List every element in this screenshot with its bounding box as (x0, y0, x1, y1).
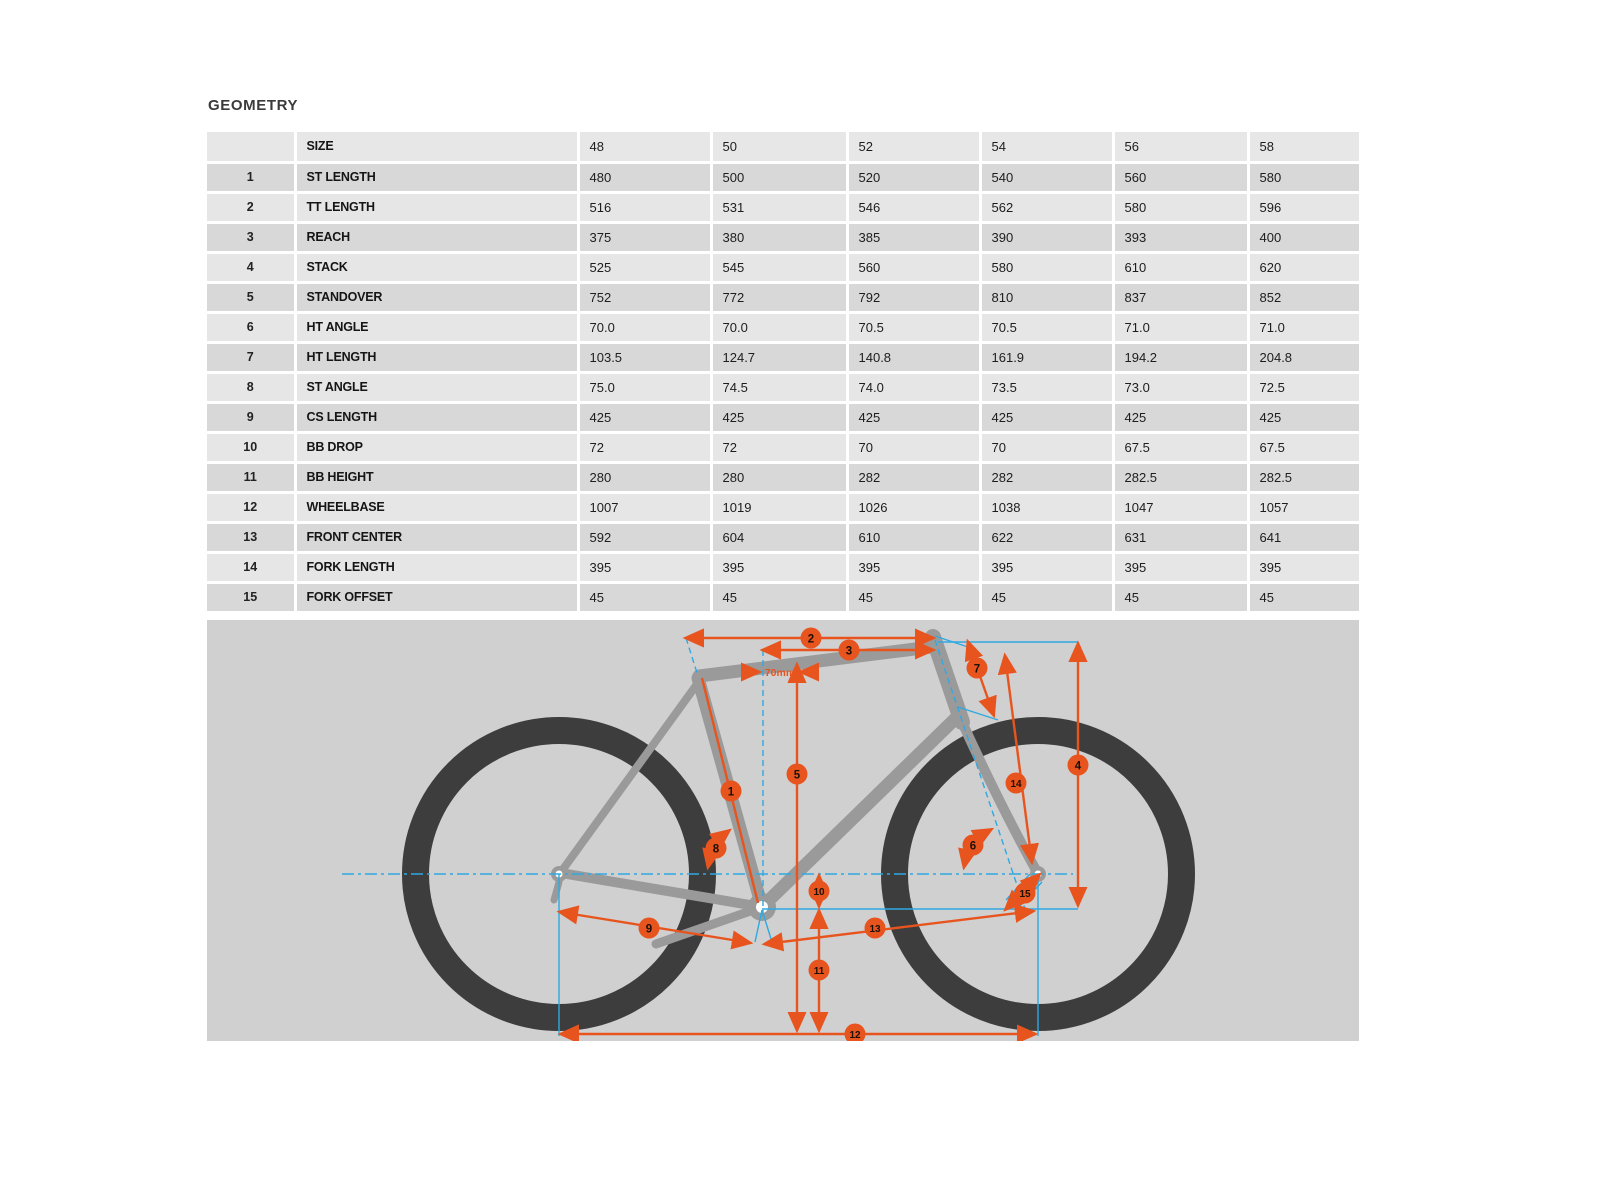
dim-marker-15 (1015, 882, 1036, 903)
table-row (207, 552, 1359, 582)
cell: 67.5 (1113, 432, 1248, 462)
row-label: CS LENGTH (295, 402, 578, 432)
cell: 45 (847, 582, 980, 612)
row-number: 10 (207, 432, 295, 462)
row-number: 4 (207, 252, 295, 282)
dim-marker-14 (1006, 772, 1027, 793)
cell: 282.5 (1113, 462, 1248, 492)
cell: 425 (1113, 402, 1248, 432)
cell: 500 (711, 162, 847, 192)
cell: 70.5 (847, 312, 980, 342)
cell: 380 (711, 222, 847, 252)
table-row (207, 522, 1359, 552)
cell: 546 (847, 192, 980, 222)
row-number: 11 (207, 462, 295, 492)
row-label: REACH (295, 222, 578, 252)
cell: 792 (847, 282, 980, 312)
cell: 103.5 (578, 342, 711, 372)
dim-marker-3 (839, 639, 860, 660)
cell: 395 (578, 552, 711, 582)
cell: 395 (711, 552, 847, 582)
cell: 580 (980, 252, 1113, 282)
row-label: FORK OFFSET (295, 582, 578, 612)
cell: 425 (980, 402, 1113, 432)
table-row (207, 462, 1359, 492)
dim-marker-13 (865, 917, 886, 938)
table-row (207, 342, 1359, 372)
cell: 385 (847, 222, 980, 252)
cell: 280 (711, 462, 847, 492)
table-row (207, 252, 1359, 282)
svg-text:4: 4 (1074, 760, 1082, 772)
cell: 73.5 (980, 372, 1113, 402)
cell: 425 (578, 402, 711, 432)
row-label: TT LENGTH (295, 192, 578, 222)
svg-text:13: 13 (869, 923, 881, 935)
cell: 395 (1113, 552, 1248, 582)
bike-frame (551, 637, 1046, 944)
header-size-cell: 54 (980, 132, 1113, 162)
cell: 45 (980, 582, 1113, 612)
geometry-section (207, 97, 1359, 1041)
cell: 161.9 (980, 342, 1113, 372)
cell: 282 (847, 462, 980, 492)
cell: 375 (578, 222, 711, 252)
cell: 562 (980, 192, 1113, 222)
cell: 531 (711, 192, 847, 222)
dim-marker-10 (809, 880, 830, 901)
cell: 390 (980, 222, 1113, 252)
geometry-table (207, 132, 1359, 614)
cell: 852 (1248, 282, 1359, 312)
cell: 70.0 (578, 312, 711, 342)
dim-marker-1 (721, 780, 742, 801)
cell: 1047 (1113, 492, 1248, 522)
svg-text:10: 10 (813, 886, 825, 898)
cell: 75.0 (578, 372, 711, 402)
cell: 72 (578, 432, 711, 462)
dim-marker-11 (809, 959, 830, 980)
cell: 580 (1248, 162, 1359, 192)
table-row (207, 492, 1359, 522)
row-label: HT ANGLE (295, 312, 578, 342)
cell: 45 (1248, 582, 1359, 612)
cell: 395 (1248, 552, 1359, 582)
geometry-diagram (207, 620, 1359, 1041)
header-size-cell: 50 (711, 132, 847, 162)
svg-text:3: 3 (845, 645, 853, 657)
row-number: 5 (207, 282, 295, 312)
cell: 622 (980, 522, 1113, 552)
cell: 560 (1113, 162, 1248, 192)
header-size-cell: 52 (847, 132, 980, 162)
header-size-cell: 58 (1248, 132, 1359, 162)
cell: 70.0 (711, 312, 847, 342)
row-label: BB DROP (295, 432, 578, 462)
cell: 74.0 (847, 372, 980, 402)
row-label: WHEELBASE (295, 492, 578, 522)
dim-marker-5 (787, 763, 808, 784)
row-label: ST LENGTH (295, 162, 578, 192)
cell: 545 (711, 252, 847, 282)
cell: 400 (1248, 222, 1359, 252)
row-number: 7 (207, 342, 295, 372)
cell: 631 (1113, 522, 1248, 552)
cell: 1057 (1248, 492, 1359, 522)
cell: 73.0 (1113, 372, 1248, 402)
cell: 72 (711, 432, 847, 462)
table-row (207, 222, 1359, 252)
row-label: ST ANGLE (295, 372, 578, 402)
row-number: 13 (207, 522, 295, 552)
cell: 525 (578, 252, 711, 282)
cell: 580 (1113, 192, 1248, 222)
dim-marker-6 (963, 834, 984, 855)
cell: 282 (980, 462, 1113, 492)
cell: 70 (980, 432, 1113, 462)
cell: 194.2 (1113, 342, 1248, 372)
table-row (207, 582, 1359, 612)
page-title: GEOMETRY (208, 97, 299, 114)
cell: 280 (578, 462, 711, 492)
cell: 1038 (980, 492, 1113, 522)
cell: 395 (847, 552, 980, 582)
svg-text:11: 11 (813, 965, 825, 977)
cell: 540 (980, 162, 1113, 192)
cell: 425 (711, 402, 847, 432)
cell: 71.0 (1248, 312, 1359, 342)
row-number: 9 (207, 402, 295, 432)
cell: 480 (578, 162, 711, 192)
row-number: 14 (207, 552, 295, 582)
table-header-row (207, 132, 1359, 162)
svg-text:1: 1 (727, 786, 735, 798)
cell: 45 (711, 582, 847, 612)
cell: 772 (711, 282, 847, 312)
table-row (207, 282, 1359, 312)
dim-marker-8 (706, 837, 727, 858)
cell: 124.7 (711, 342, 847, 372)
cell: 516 (578, 192, 711, 222)
cell: 520 (847, 162, 980, 192)
cell: 837 (1113, 282, 1248, 312)
dim-marker-12 (845, 1023, 866, 1041)
svg-text:12: 12 (849, 1029, 861, 1041)
cell: 1007 (578, 492, 711, 522)
cell: 204.8 (1248, 342, 1359, 372)
svg-text:6: 6 (969, 840, 977, 852)
cell: 70.5 (980, 312, 1113, 342)
row-label: STACK (295, 252, 578, 282)
header-size-cell: 56 (1113, 132, 1248, 162)
cell: 70 (847, 432, 980, 462)
svg-text:7: 7 (973, 663, 981, 675)
row-number: 2 (207, 192, 295, 222)
dim-marker-2 (801, 627, 822, 648)
table-row (207, 162, 1359, 192)
cell: 67.5 (1248, 432, 1359, 462)
cell: 140.8 (847, 342, 980, 372)
cell: 1019 (711, 492, 847, 522)
svg-text:15: 15 (1019, 888, 1031, 900)
cell: 393 (1113, 222, 1248, 252)
dim-marker-9 (639, 917, 660, 938)
svg-text:2: 2 (807, 633, 815, 645)
table-row (207, 402, 1359, 432)
cell: 71.0 (1113, 312, 1248, 342)
cell: 810 (980, 282, 1113, 312)
cell: 45 (1113, 582, 1248, 612)
table-row (207, 372, 1359, 402)
cell: 282.5 (1248, 462, 1359, 492)
row-number: 6 (207, 312, 295, 342)
cell: 74.5 (711, 372, 847, 402)
header-num-cell (207, 132, 295, 162)
table-row (207, 432, 1359, 462)
table-row (207, 192, 1359, 222)
table-row (207, 312, 1359, 342)
dim-marker-7 (967, 657, 988, 678)
row-number: 8 (207, 372, 295, 402)
bb-offset-label: 70mm (764, 666, 796, 679)
cell: 641 (1248, 522, 1359, 552)
cell: 72.5 (1248, 372, 1359, 402)
cell: 425 (1248, 402, 1359, 432)
svg-text:8: 8 (712, 843, 720, 855)
row-label: FRONT CENTER (295, 522, 578, 552)
cell: 395 (980, 552, 1113, 582)
dim-marker-4 (1068, 754, 1089, 775)
svg-text:14: 14 (1010, 778, 1022, 790)
row-label: HT LENGTH (295, 342, 578, 372)
cell: 610 (1113, 252, 1248, 282)
row-label: BB HEIGHT (295, 462, 578, 492)
cell: 752 (578, 282, 711, 312)
row-number: 15 (207, 582, 295, 612)
cell: 604 (711, 522, 847, 552)
cell: 592 (578, 522, 711, 552)
cell: 596 (1248, 192, 1359, 222)
svg-text:9: 9 (645, 923, 653, 935)
row-number: 1 (207, 162, 295, 192)
cell: 1026 (847, 492, 980, 522)
row-label: STANDOVER (295, 282, 578, 312)
svg-text:5: 5 (793, 769, 801, 781)
cell: 560 (847, 252, 980, 282)
cell: 610 (847, 522, 980, 552)
header-size-cell: 48 (578, 132, 711, 162)
row-label: FORK LENGTH (295, 552, 578, 582)
cell: 45 (578, 582, 711, 612)
cell: 425 (847, 402, 980, 432)
header-label-cell: SIZE (295, 132, 578, 162)
row-number: 12 (207, 492, 295, 522)
row-number: 3 (207, 222, 295, 252)
cell: 620 (1248, 252, 1359, 282)
